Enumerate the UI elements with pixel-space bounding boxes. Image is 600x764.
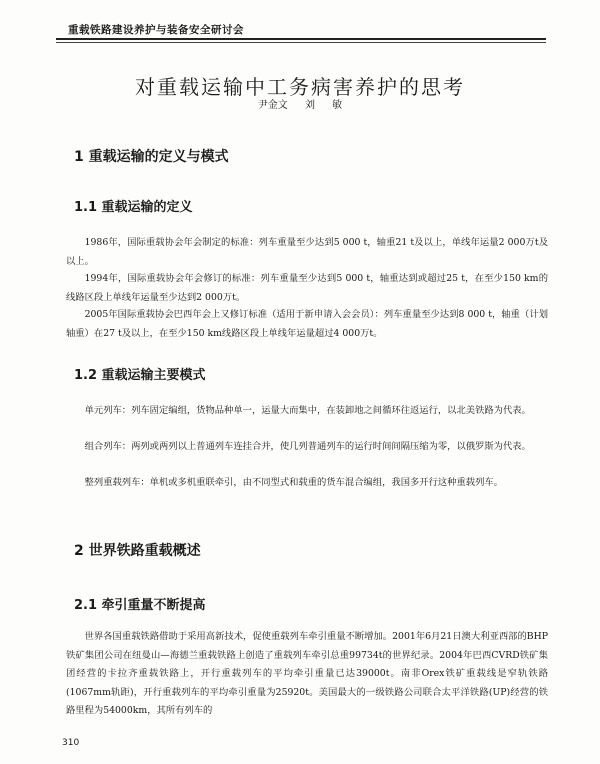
paragraph: 2005年国际重载协会巴西年会上又修订标准（适用于新申请入会会员）：列车重量至少达到8 000 t，轴重（计划轴重）在27 t及以上，在至少150 km线路区段上单线年运量超过4 000万t。 (66, 309, 548, 339)
section-2-1-heading: 2.1 牵引重量不断提高 (74, 598, 206, 613)
paragraph: 组合列车：两列或两列以上普通列车连挂合并，使几列普通列车的运行时间间隔压缩为零，以俄罗斯为代表。 (84, 441, 531, 452)
paragraph: 世界各国重载铁路借助于采用高新技术，促使重载列车牵引重量不断增加。2001年6月21日澳大利亚西部的BHP铁矿集团公司在纽曼山—海德兰重载铁路上创造了重载列车牵引总重99734t的世界纪录。2004年巴西CVRD铁矿集团经营的卡拉齐重载铁路上，开行重载列车的平均牵引重量已达39000t。南非Orex铁矿重载线是窄轨铁路(1067mm轨距)，开行重载列车的平均牵引重量为25920t。美国最大的一级铁路公司联合太平洋铁路(UP)经营的铁路里程为54000km，其所有列车的 (66, 631, 548, 716)
article-title: 对重载运输中工务病害养护的思考 (135, 75, 465, 100)
article-authors: 尹金文 刘 敏 (257, 100, 343, 111)
paragraph: 整列重载列车：单机或多机重联牵引，由不同型式和载重的货车混合编组，我国多开行这种重载列车。 (84, 477, 503, 488)
paragraph: 单元列车：列车固定编组，货物品种单一，运量大而集中，在装卸地之间循环往返运行，以北美铁路为代表。 (84, 405, 531, 416)
section-2-heading: 2 世界铁路重载概述 (74, 543, 201, 559)
header-rule (56, 38, 546, 40)
section-1-1-heading: 1.1 重载运输的定义 (74, 200, 193, 215)
section-1-2-heading: 1.2 重载运输主要模式 (74, 368, 206, 383)
page-number: 310 (62, 738, 80, 748)
paragraph: 1986年，国际重载协会年会制定的标准：列车重量至少达到5 000 t，轴重21 t及以上，单线年运量2 000万t及以上。 (66, 237, 548, 267)
section-1-heading: 1 重载运输的定义与模式 (74, 149, 229, 165)
paragraph: 1994年，国际重载协会年会修订的标准：列车重量至少达到5 000 t，轴重达到或超过25 t，在至少150 km的线路区段上单线年运量至少达到2 000万t。 (66, 273, 548, 303)
header-rule-thin (56, 42, 546, 43)
running-header: 重载铁路建设养护与装备安全研讨会 (68, 24, 244, 36)
